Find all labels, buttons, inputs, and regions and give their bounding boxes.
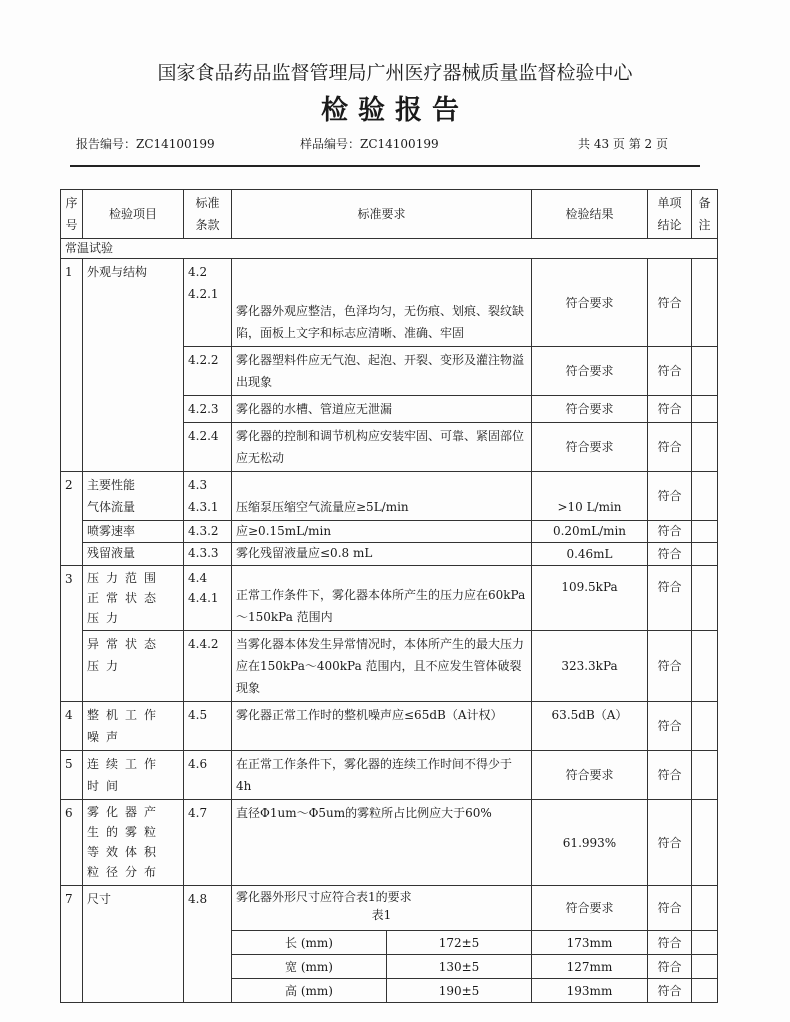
conclusion: 符合 (648, 472, 692, 521)
dim-label: 宽 (mm) (232, 955, 387, 979)
dim-label: 高 (mm) (232, 979, 387, 1003)
item: 主要性能 气体流量 (83, 472, 184, 521)
col-req: 标准要求 (232, 190, 532, 239)
result: 符合要求 (532, 751, 648, 800)
remark (692, 751, 718, 800)
remark (692, 886, 718, 931)
seq: 5 (61, 751, 83, 800)
remark (692, 800, 718, 886)
requirement: 在正常工作条件下，雾化器的连续工作时间不得少于4h (232, 751, 532, 800)
table-row (61, 521, 718, 543)
table-row (61, 800, 718, 886)
conclusion: 符合 (648, 931, 692, 955)
table-row (61, 631, 718, 702)
result: 0.20mL/min (532, 521, 648, 543)
organization-name: 国家食品药品监督管理局广州医疗器械质量监督检验中心 (157, 62, 633, 84)
requirement: 雾化器外观应整洁，色泽均匀，无伤痕、划痕、裂纹缺陷，面板上文字和标志应清晰、准确、牢固 (232, 259, 532, 347)
result: 符合要求 (532, 347, 648, 396)
col-result: 检验结果 (532, 190, 648, 239)
inspection-table (60, 189, 718, 1003)
conclusion: 符合 (648, 521, 692, 543)
table-caption: 表1 (371, 908, 392, 922)
requirement: 雾化器的控制和调节机构应安装牢固、可靠、紧固部位应无松动 (232, 423, 532, 472)
remark (692, 543, 718, 566)
header-divider (70, 165, 700, 167)
clause: 4.4 4.4.1 (184, 566, 232, 631)
conclusion: 符合 (648, 800, 692, 886)
dim-label: 长 (mm) (232, 931, 387, 955)
col-remark: 备 注 (692, 190, 718, 239)
item: 喷雾速率 (83, 521, 184, 543)
result: >10 L/min (532, 472, 648, 521)
seq: 6 (61, 800, 83, 886)
dim-spec: 172±5 (387, 931, 532, 955)
clause: 4.2 4.2.1 (184, 259, 232, 347)
table-row (61, 566, 718, 631)
table-row (61, 259, 718, 347)
result: 323.3kPa (532, 631, 648, 702)
requirement: 雾化器外形尺寸应符合表1的要求 (236, 890, 412, 904)
clause: 4.3.3 (184, 543, 232, 566)
result: 0.46mL (532, 543, 648, 566)
conclusion: 符合 (648, 259, 692, 347)
requirement: 压缩泵压缩空气流量应≥5L/min (232, 472, 532, 521)
requirement: 雾化器塑料件应无气泡、起泡、开裂、变形及灌注物溢出现象 (232, 347, 532, 396)
conclusion: 符合 (648, 566, 692, 631)
remark (692, 566, 718, 631)
remark (692, 979, 718, 1003)
remark (692, 396, 718, 423)
col-conclusion: 单项 结论 (648, 190, 692, 239)
result: 127mm (532, 955, 648, 979)
result: 61.993% (532, 800, 648, 886)
requirement: 应≥0.15mL/min (232, 521, 532, 543)
result: 63.5dB（A） (532, 702, 648, 751)
sample-number: 样品编号：ZC14100199 (300, 137, 439, 151)
conclusion: 符合 (648, 423, 692, 472)
clause: 4.2.4 (184, 423, 232, 472)
item: 外观与结构 (83, 259, 184, 472)
clause: 4.8 (184, 886, 232, 1003)
report-number: 报告编号：ZC14100199 (76, 137, 215, 151)
remark (692, 631, 718, 702)
requirement: 雾化器的水槽、管道应无泄漏 (232, 396, 532, 423)
clause: 4.2.2 (184, 347, 232, 396)
seq: 7 (61, 886, 83, 1003)
item: 残留液量 (83, 543, 184, 566)
remark (692, 423, 718, 472)
requirement: 正常工作条件下，雾化器本体所产生的压力应在60kPa～150kPa 范围内 (232, 566, 532, 631)
dim-spec: 190±5 (387, 979, 532, 1003)
table-row (61, 543, 718, 566)
page-count: 共 43 页 第 2 页 (578, 137, 668, 151)
seq: 4 (61, 702, 83, 751)
item: 尺寸 (83, 886, 184, 1003)
remark (692, 472, 718, 521)
remark (692, 931, 718, 955)
conclusion: 符合 (648, 979, 692, 1003)
conclusion: 符合 (648, 396, 692, 423)
clause: 4.3 4.3.1 (184, 472, 232, 521)
item: 压力范围 正常状态压力 (83, 566, 184, 631)
item: 异常状态压力 (83, 631, 184, 702)
clause: 4.4.2 (184, 631, 232, 702)
requirement: 当雾化器本体发生异常情况时，本体所产生的最大压力应在150kPa～400kPa 范围内，且不应发生管体破裂现象 (232, 631, 532, 702)
clause: 4.7 (184, 800, 232, 886)
remark (692, 955, 718, 979)
item: 雾化器产生的雾粒等效体积粒径分布 (83, 800, 184, 886)
conclusion: 符合 (648, 631, 692, 702)
result: 109.5kPa (532, 566, 648, 631)
result: 符合要求 (532, 259, 648, 347)
conclusion: 符合 (648, 543, 692, 566)
result: 符合要求 (532, 423, 648, 472)
seq: 2 (61, 472, 83, 566)
conclusion: 符合 (648, 955, 692, 979)
table-header (61, 190, 718, 239)
table-row (61, 472, 718, 521)
table-row (61, 751, 718, 800)
section-title: 常温试验 (61, 239, 718, 259)
seq: 1 (61, 259, 83, 472)
col-clause: 标准 条款 (184, 190, 232, 239)
remark (692, 259, 718, 347)
requirement: 雾化器正常工作时的整机噪声应≤65dB（A计权） (232, 702, 532, 751)
clause: 4.5 (184, 702, 232, 751)
table-row (61, 702, 718, 751)
conclusion: 符合 (648, 886, 692, 931)
clause: 4.6 (184, 751, 232, 800)
item: 整机工作噪声 (83, 702, 184, 751)
remark (692, 702, 718, 751)
result: 173mm (532, 931, 648, 955)
requirement: 雾化残留液量应≤0.8 mL (232, 543, 532, 566)
conclusion: 符合 (648, 347, 692, 396)
col-item: 检验项目 (83, 190, 184, 239)
seq: 3 (61, 566, 83, 702)
clause: 4.2.3 (184, 396, 232, 423)
conclusion: 符合 (648, 702, 692, 751)
dim-spec: 130±5 (387, 955, 532, 979)
remark (692, 521, 718, 543)
col-seq: 序 号 (61, 190, 83, 239)
item: 连续工作时间 (83, 751, 184, 800)
table-row (61, 886, 718, 931)
result: 符合要求 (532, 396, 648, 423)
requirement: 直径Φ1um～Φ5um的雾粒所占比例应大于60% (232, 800, 532, 886)
result: 193mm (532, 979, 648, 1003)
conclusion: 符合 (648, 751, 692, 800)
report-title: 检验报告 (321, 95, 469, 126)
result: 符合要求 (532, 886, 648, 931)
remark (692, 347, 718, 396)
clause: 4.3.2 (184, 521, 232, 543)
